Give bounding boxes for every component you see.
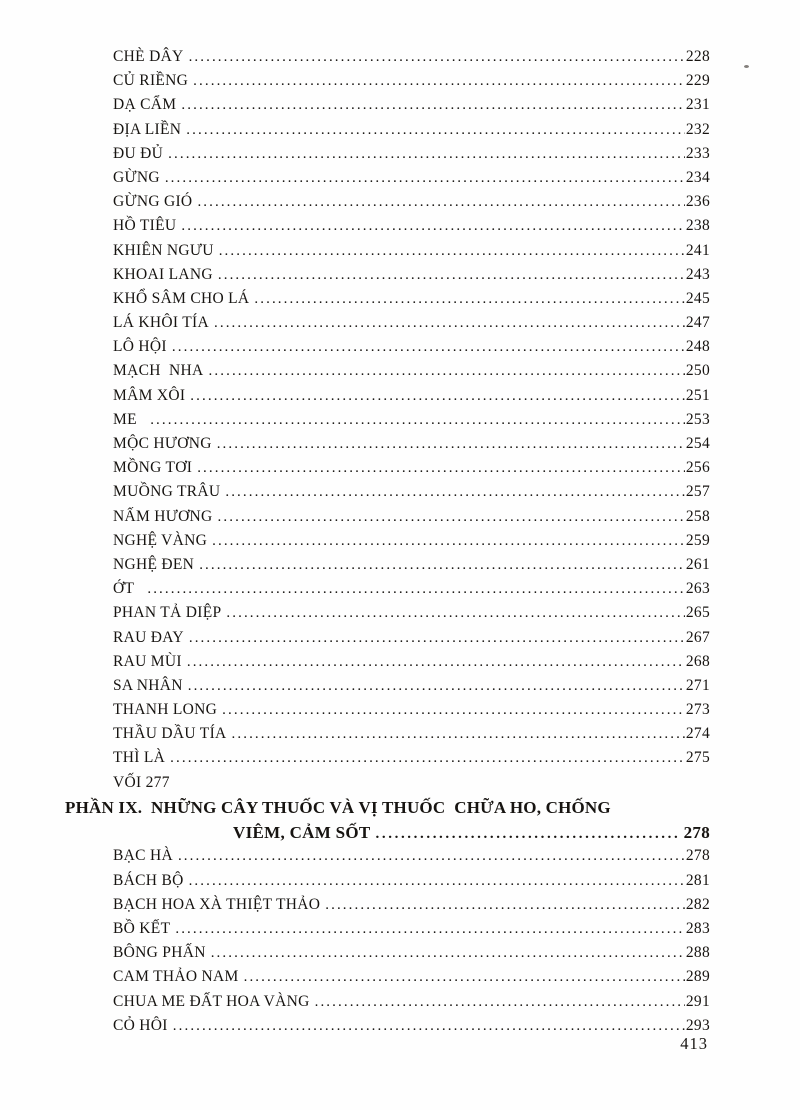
toc-entry-page: 267 xyxy=(685,628,710,646)
toc-entry xyxy=(113,508,710,532)
toc-entry xyxy=(113,1017,710,1041)
dot-leader xyxy=(189,48,685,66)
dot-leader xyxy=(150,411,685,429)
toc-entry-page: 231 xyxy=(685,96,710,114)
toc-entry-title: KHỔ SÂM CHO LÁ xyxy=(113,289,250,307)
toc-entry xyxy=(113,459,710,483)
toc-entry-title: RAU ĐAY xyxy=(113,628,184,646)
dot-leader xyxy=(193,72,685,90)
toc-entry-title: HỒ TIÊU xyxy=(113,217,177,235)
toc-entry-title: NGHỆ VÀNG xyxy=(113,531,208,549)
toc-entry xyxy=(113,290,710,314)
toc-entry-title: BẠC HÀ xyxy=(113,847,173,865)
toc-entry xyxy=(113,653,710,677)
page-number: 413 xyxy=(680,1034,708,1053)
toc-entry xyxy=(113,411,710,435)
toc-entry-title: DẠ CẨM xyxy=(113,96,177,114)
toc-entry-title: KHOAI LANG xyxy=(113,265,213,283)
toc-entry xyxy=(113,242,710,266)
dot-leader xyxy=(181,217,684,235)
toc-entry-title: ỚT xyxy=(113,580,143,598)
toc-entry xyxy=(113,72,710,96)
section-heading-page: 278 xyxy=(679,822,710,842)
toc-entry-page: 261 xyxy=(685,555,710,573)
section-heading-line1: PHẦN IX. NHỮNG CÂY THUỐC VÀ VỊ THUỐC CHỮA HO, CHỐNG xyxy=(65,797,611,817)
toc-entry xyxy=(113,968,710,992)
toc-entry-page: 234 xyxy=(685,168,710,186)
toc-entry-page: 232 xyxy=(685,120,710,138)
toc-entry-title: BỒ KẾT xyxy=(113,919,171,937)
dot-leader xyxy=(165,169,685,187)
dot-leader xyxy=(190,387,685,405)
toc-entry-title: MỘC HƯƠNG xyxy=(113,435,212,452)
section-heading-title: VIÊM, CẢM SỐT xyxy=(233,822,371,842)
toc-entry-page: 288 xyxy=(685,944,710,962)
dot-leader xyxy=(188,677,685,695)
dot-leader xyxy=(181,96,684,114)
dot-leader xyxy=(197,193,684,211)
toc-entry xyxy=(113,896,710,920)
toc-entry xyxy=(113,749,710,773)
toc-entry xyxy=(113,193,710,217)
dot-leader xyxy=(244,968,685,986)
toc-entry-page: 257 xyxy=(685,483,710,501)
toc-entry-title: CHUA ME ĐẤT HOA VÀNG xyxy=(113,992,310,1010)
toc-entry xyxy=(113,847,710,871)
dot-leader xyxy=(209,362,685,380)
toc-entry-title: MỒNG TƠI xyxy=(113,459,193,477)
toc-entry-title: MẠCH NHA xyxy=(113,362,204,380)
toc-entry xyxy=(113,677,710,701)
toc-entry-page: 291 xyxy=(685,992,710,1010)
toc-entry xyxy=(113,920,710,944)
section-heading-line2 xyxy=(233,823,710,848)
dot-leader xyxy=(175,920,685,938)
toc-entry xyxy=(113,580,710,604)
toc-entry xyxy=(113,96,710,120)
toc-entry-page: 283 xyxy=(685,919,710,937)
toc-entry-page: 243 xyxy=(685,265,710,283)
toc-entry xyxy=(113,993,710,1017)
toc-entry-page: 229 xyxy=(685,72,710,90)
dot-leader xyxy=(225,483,684,501)
toc-entry xyxy=(113,725,710,749)
toc-entry-page: 259 xyxy=(685,531,710,549)
toc-entry-page: 245 xyxy=(685,289,710,307)
dot-leader xyxy=(172,338,685,356)
toc-entry-page: 271 xyxy=(685,676,710,694)
toc-entry xyxy=(113,532,710,556)
dot-leader xyxy=(187,653,685,671)
toc-entry-title: CỦ RIỀNG xyxy=(113,72,189,90)
toc-entry-title: THẦU DẦU TÍA xyxy=(113,725,227,743)
toc-entry-title: PHAN TẢ DIỆP xyxy=(113,604,222,622)
dot-leader xyxy=(168,145,685,163)
toc-entry-title: LÁ KHÔI TÍA xyxy=(113,314,209,332)
toc-entry xyxy=(113,266,710,290)
toc-entry-title: BÔNG PHẤN xyxy=(113,944,206,962)
toc-entry-page: 248 xyxy=(685,338,710,356)
toc-entry-title: LÔ HỘI xyxy=(113,338,167,356)
toc-entry-page: 228 xyxy=(685,48,710,65)
dot-leader xyxy=(212,532,685,550)
toc-entry-title: THÌ LÀ xyxy=(113,749,166,767)
toc-entry-title: CHÈ DÂY xyxy=(113,48,184,65)
toc-entry-page: 281 xyxy=(685,871,710,889)
toc-entry-title: CỎ HÔI xyxy=(113,1016,168,1034)
toc-entry-title: RAU MÙI xyxy=(113,652,182,670)
toc-entry xyxy=(113,629,710,653)
toc-entry xyxy=(113,121,710,145)
scan-artifact-dot xyxy=(744,65,749,68)
dot-leader xyxy=(218,508,685,526)
dot-leader xyxy=(226,604,684,622)
toc-entry-title: BÁCH BỘ xyxy=(113,871,184,889)
toc-entry-page: 282 xyxy=(685,895,710,913)
dot-leader xyxy=(325,896,685,914)
dot-leader xyxy=(178,847,685,865)
dot-leader xyxy=(218,266,685,284)
toc-entry-page: 265 xyxy=(685,604,710,622)
toc-entry xyxy=(113,944,710,968)
toc-entry-title: BẠCH HOA XÀ THIỆT THẢO xyxy=(113,895,321,913)
dot-leader xyxy=(376,823,679,843)
dot-leader xyxy=(189,629,685,647)
toc-entry xyxy=(113,872,710,896)
dot-leader xyxy=(199,556,685,574)
toc-entry-title: GỪNG GIÓ xyxy=(113,193,193,211)
toc-entry xyxy=(113,362,710,386)
toc-entry-title: ME xyxy=(113,410,146,428)
toc-entry-title: KHIÊN NGƯU xyxy=(113,241,214,259)
toc-entry-page: 278 xyxy=(685,847,710,865)
dot-leader xyxy=(186,121,685,139)
toc-entry-page: 289 xyxy=(685,968,710,986)
toc-entry xyxy=(113,435,710,459)
dot-leader xyxy=(315,993,685,1011)
toc-entry-title: CAM THẢO NAM xyxy=(113,968,239,986)
toc-entry-title: NGHỆ ĐEN xyxy=(113,555,195,573)
toc-entry-page: 273 xyxy=(685,701,710,719)
dot-leader xyxy=(147,580,685,598)
toc-entry-page: 254 xyxy=(685,435,710,452)
toc-entry-title: ĐU ĐỦ xyxy=(113,144,164,162)
toc-entry xyxy=(113,483,710,507)
toc-entry xyxy=(113,556,710,580)
toc-entry xyxy=(113,604,710,628)
dot-leader xyxy=(254,290,684,308)
dot-leader xyxy=(211,944,685,962)
dot-leader xyxy=(170,749,685,767)
toc-entry xyxy=(113,145,710,169)
toc-entry xyxy=(113,48,710,72)
dot-leader xyxy=(222,701,685,719)
toc-entry xyxy=(113,169,710,193)
toc-entry-title: THANH LONG xyxy=(113,701,218,719)
dot-leader xyxy=(197,459,685,477)
toc-entry xyxy=(113,701,710,725)
dot-leader xyxy=(189,872,685,890)
toc-entry-title: NẤM HƯƠNG xyxy=(113,507,213,525)
toc-entry-page: 256 xyxy=(685,459,710,477)
toc-entry-page: 247 xyxy=(685,314,710,332)
toc-entry-page: 241 xyxy=(685,241,710,259)
toc-entry-page: 293 xyxy=(685,1016,710,1034)
toc-entry xyxy=(113,387,710,411)
toc-entry-page: 274 xyxy=(685,725,710,743)
toc-entry-title: MÂM XÔI xyxy=(113,386,186,404)
toc-entry-title: SA NHÂN xyxy=(113,676,183,694)
toc-entry-page: 238 xyxy=(685,217,710,235)
toc-list xyxy=(65,48,710,1041)
dot-leader xyxy=(217,435,685,453)
toc-entry-page: 268 xyxy=(685,652,710,670)
toc-entry-title: ĐỊA LIỀN xyxy=(113,120,182,138)
toc-entry-page: 233 xyxy=(685,144,710,162)
toc-entry-page: 251 xyxy=(685,386,710,404)
toc-entry-title: VỐI 277 xyxy=(113,773,170,791)
toc-entry-page: 263 xyxy=(685,580,710,598)
toc-entry-page: 253 xyxy=(685,410,710,428)
toc-entry-page: 275 xyxy=(685,749,710,767)
toc-entry-title: MUỒNG TRÂU xyxy=(113,483,221,501)
toc-entry-page: 236 xyxy=(685,193,710,211)
toc-entry-page: 258 xyxy=(685,507,710,525)
toc-entry xyxy=(113,314,710,338)
toc-entry xyxy=(113,338,710,362)
dot-leader xyxy=(219,242,685,260)
toc-entry-page: 250 xyxy=(685,362,710,380)
toc-entry xyxy=(113,774,710,798)
dot-leader xyxy=(173,1017,685,1035)
dot-leader xyxy=(232,725,685,743)
dot-leader xyxy=(214,314,685,332)
toc-entry xyxy=(113,217,710,241)
toc-entry-title: GỪNG xyxy=(113,168,160,186)
